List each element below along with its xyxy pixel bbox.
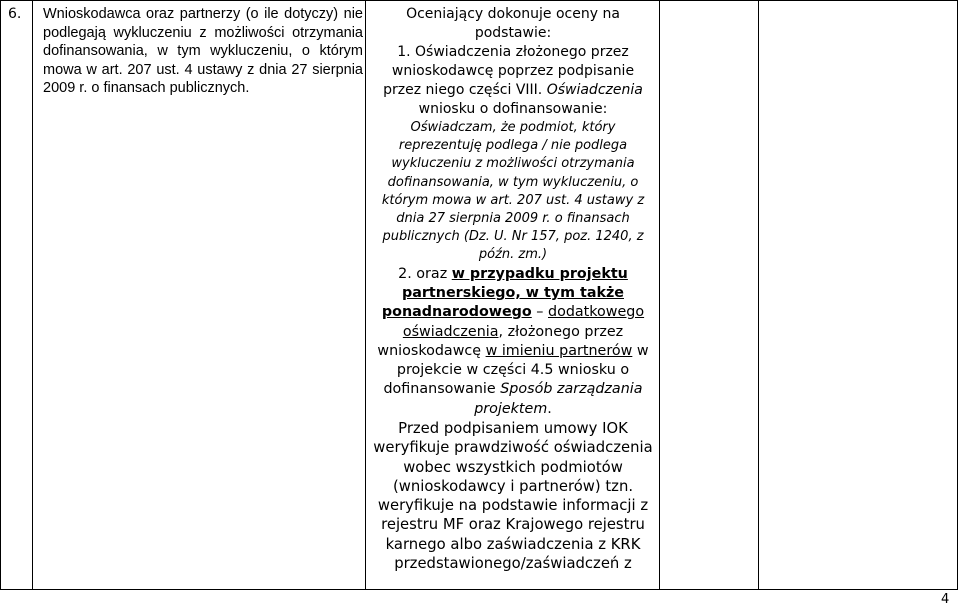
item2-italic: Sposób zarządzania projektem (474, 381, 643, 417)
table-border (659, 0, 660, 590)
item1-italic: Oświadczenia (546, 82, 643, 98)
table-top-border (0, 0, 958, 1)
item2-text-2: w projekcie w części 4.5 wniosku o dofinansowanie (383, 342, 649, 398)
item2-paragraph (372, 265, 654, 419)
item2-underlined-2: w imieniu partnerów (485, 342, 633, 359)
row-number: 6. (8, 6, 22, 22)
item2-text-3: . (547, 400, 552, 417)
assessment-intro (372, 5, 654, 119)
verification-paragraph: Przed podpisaniem umowy IOK weryfikuje prawdziwość oświadczenia wobec wszystkich podmiotów (wnioskodawcy i partnerów) tzn. weryfikuje na podstawie informacji z rejestru MF oraz Krajowego rejestru karnego albo zaświadczenia z KRK przedstawionego/zaświadczeń z (373, 420, 653, 573)
assessment-method (372, 5, 654, 573)
intro-text: Oceniający dokonuje oceny na podstawie: (406, 6, 620, 41)
item2-number: 2. oraz (398, 265, 452, 282)
item2-bold: w przypadku projektu partnerskiego, w tym także ponadnarodowego (381, 265, 628, 321)
table-border (758, 0, 759, 590)
declaration-quote: Oświadczam, że podmiot, który reprezentuję podlega / nie podlega wykluczeniu z możliwości otrzymania dofinansowania, w tym wykluczeniu, o którym mowa w art. 207 ust. 4 ustawy z dnia 27 sierpnia 2009 r. o finansach publicznych (Dz. U. Nr 157, poz. 1240, z późn. zm.) (381, 120, 645, 263)
table-border (957, 0, 958, 590)
item2-underlined-1: dodatkowego oświadczenia (402, 304, 645, 340)
table-border (32, 0, 33, 590)
criterion-description: Wnioskodawca oraz partnerzy (o ile dotyczy) nie podlegają wykluczeniu z możliwości otrzymania dofinansowania, w tym wykluczeniu, o którym mowa w art. 207 ust. 4 ustawy z dnia 27 sierpnia 2009 r. o finansach publicznych. (43, 6, 363, 96)
table-border (0, 0, 1, 590)
item1-text: 1. Oświadczenia złożonego przez wnioskodawcę poprzez podpisanie przez niego części VIII. (383, 44, 635, 98)
item2-dash: – (531, 304, 548, 321)
table-border (365, 0, 366, 590)
item1-tail: wniosku o dofinansowanie: (418, 101, 608, 117)
item2-text-1: , złożonego przez wnioskodawcę (377, 323, 624, 359)
table-bottom-border (0, 589, 958, 590)
page-number: 4 (941, 592, 950, 607)
